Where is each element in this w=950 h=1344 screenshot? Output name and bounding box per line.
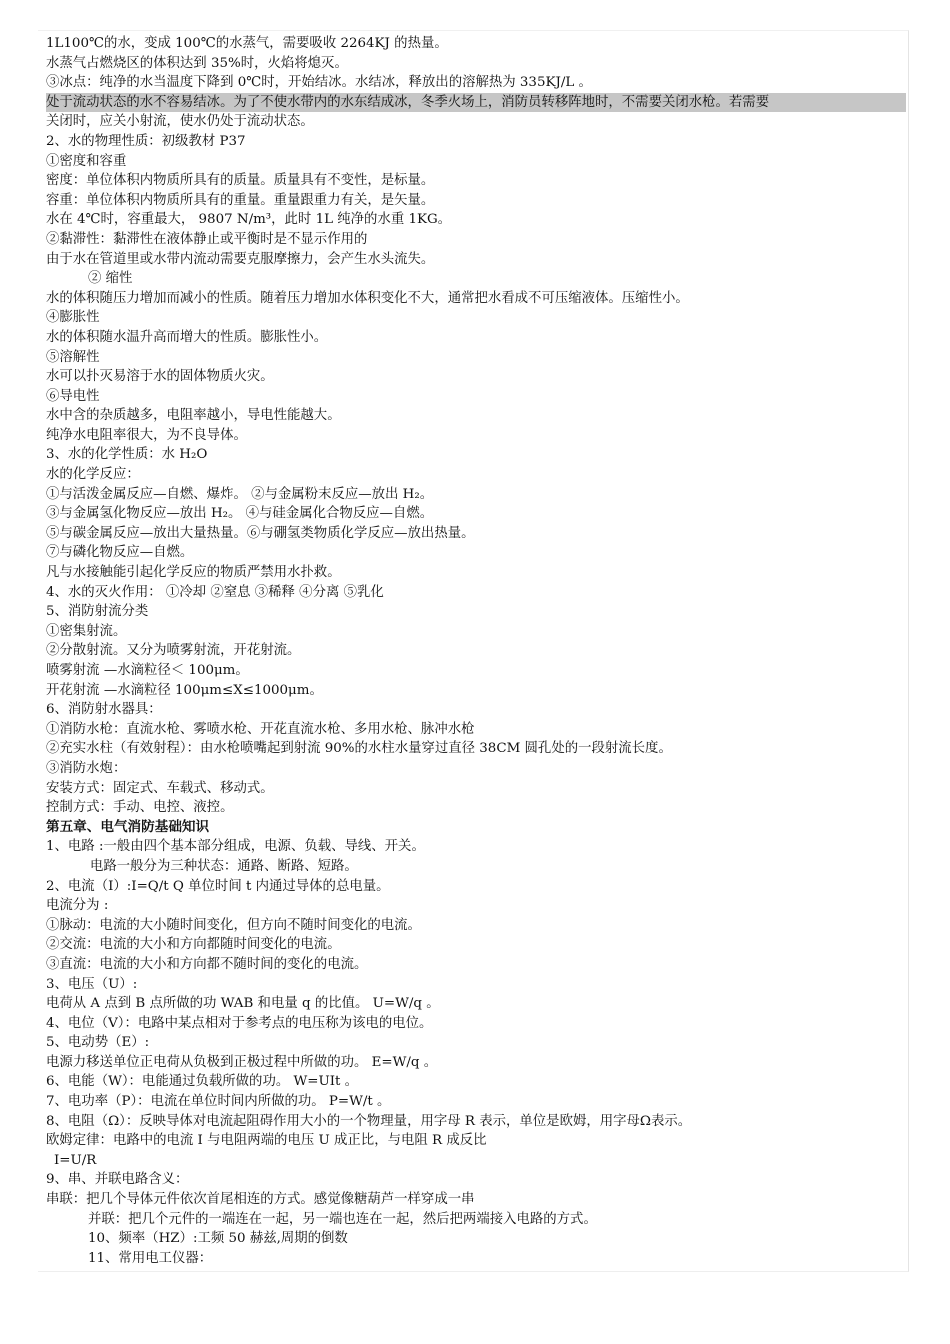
text-line: ③与金属氢化物反应—放出 H₂。 ④与硅金属化合物反应—自燃。 bbox=[46, 506, 434, 522]
text-line: 8、电阻（Ω）：反映导体对电流起阻碍作用大小的一个物理量，用字母 R 表示，单位是欧姆，用字母Ω表示。 bbox=[46, 1113, 692, 1129]
text-line: ②分散射流。又分为喷雾射流，开花射流。 bbox=[46, 643, 301, 659]
text-line: 安装方式：固定式、车载式、移动式。 bbox=[46, 780, 274, 796]
text-line: 4、电位（V）：电路中某点相对于参考点的电压称为该电的电位。 bbox=[46, 1015, 433, 1031]
text-line: 水的体积随水温升高而增大的性质。膨胀性小。 bbox=[46, 329, 328, 345]
text-line: 1、电路 :一般由四个基本部分组成，电源、负载、导线、开关。 bbox=[46, 839, 425, 855]
text-line: 7、电功率（P）：电流在单位时间内所做的功。 P=W/t 。 bbox=[46, 1094, 391, 1110]
text-line: 水的体积随压力增加而减小的性质。随着压力增加水体积变化不大，通常把水看成不可压缩液体。压缩性小。 bbox=[46, 290, 689, 306]
text-line: 水中含的杂质越多，电阻率越小，导电性能越大。 bbox=[46, 408, 341, 424]
text-line: 凡与水接触能引起化学反应的物质严禁用水扑救。 bbox=[46, 565, 341, 581]
text-line: 电荷从 A 点到 B 点所做的功 WAB 和电量 q 的比值。 U=W/q 。 bbox=[46, 996, 440, 1012]
text-line: 并联：把几个元件的一端连在一起，另一端也连在一起，然后把两端接入电路的方式。 bbox=[88, 1211, 597, 1227]
highlighted-line: 处于流动状态的水不容易结冰。为了不使水带内的水东结成冰，冬季火场上，消防员转移阵地时，不需要关闭水枪。若需要 bbox=[46, 93, 906, 113]
text-line: ⑤溶解性 bbox=[46, 349, 100, 365]
text-line: 5、消防射流分类 bbox=[46, 604, 149, 620]
text-line: ⑤与碳金属反应—放出大量热量。⑥与硼氢类物质化学反应—放出热量。 bbox=[46, 525, 475, 541]
text-line: ②充实水柱（有效射程）：由水枪喷嘴起到射流 90%的水柱水量穿过直径 38CM 圆孔处的一段射流长度。 bbox=[46, 741, 672, 757]
text-line: 3、电压（U）: bbox=[46, 976, 138, 992]
text-line: 电流分为 : bbox=[46, 898, 109, 914]
text-line: ② 缩性 bbox=[88, 271, 133, 287]
text-line: 10、频率（HZ）:工频 50 赫兹,周期的倒数 bbox=[88, 1231, 348, 1247]
text-line: I=U/R bbox=[54, 1152, 97, 1168]
text-line: ③直流：电流的大小和方向都不随时间的变化的电流。 bbox=[46, 956, 368, 972]
text-line: 水的化学反应： bbox=[46, 467, 140, 483]
text-line: 由于水在管道里或水带内流动需要克服摩擦力，会产生水头流失。 bbox=[46, 251, 435, 267]
text-line: 3、水的化学性质：水 H₂O bbox=[46, 447, 208, 463]
text-line: 开花射流 —水滴粒径 100μm≤X≤1000μm。 bbox=[46, 682, 323, 698]
document-body bbox=[46, 34, 906, 1268]
text-line: ②黏滞性：黏滞性在液体静止或平衡时是不显示作用的 bbox=[46, 231, 368, 247]
text-line: 水可以扑灭易溶于水的固体物质火灾。 bbox=[46, 369, 274, 385]
text-line: ①密集射流。 bbox=[46, 623, 127, 639]
text-line: ①脉动：电流的大小随时间变化，但方向不随时间变化的电流。 bbox=[46, 917, 421, 933]
text-line: 2、电流（I）:I=Q/t Q 单位时间 t 内通过导体的总电量。 bbox=[46, 878, 390, 894]
text-line: 容重：单位体积内物质所具有的重量。重量跟重力有关，是矢量。 bbox=[46, 192, 435, 208]
text-line: ①密度和容重 bbox=[46, 153, 127, 169]
text-line: 5、电动势（E）: bbox=[46, 1035, 150, 1051]
chapter-heading: 第五章、电气消防基础知识 bbox=[46, 818, 210, 835]
text-line: 6、消防射水器具： bbox=[46, 702, 162, 718]
text-line: 喷雾射流 —水滴粒径＜ 100μm。 bbox=[46, 663, 249, 678]
text-line: ③消防水炮： bbox=[46, 760, 127, 776]
text-line: 串联：把几个导体元件依次首尾相连的方式。感觉像糖葫芦一样穿成一串 bbox=[46, 1192, 475, 1208]
text-line: ⑥导电性 bbox=[46, 388, 100, 404]
text-line: 欧姆定律：电路中的电流 I 与电阻两端的电压 U 成正比，与电阻 R 成反比 bbox=[46, 1133, 487, 1149]
text-line: ①消防水枪：直流水枪、雾喷水枪、开花直流水枪、多用水枪、脉冲水枪 bbox=[46, 721, 475, 737]
text-line: 1L100℃的水，变成 100℃的水蒸气，需要吸收 2264KJ 的热量。 bbox=[46, 36, 448, 51]
text-line: ⑦与磷化物反应—自燃。 bbox=[46, 545, 194, 561]
text-line: ④膨胀性 bbox=[46, 310, 100, 326]
text-line: 纯净水电阻率很大，为不良导体。 bbox=[46, 427, 247, 443]
text-line: 水蒸气占燃烧区的体积达到 35%时，火焰将熄灭。 bbox=[46, 55, 348, 71]
text-line: 密度：单位体积内物质所具有的质量。质量具有不变性，是标量。 bbox=[46, 173, 435, 189]
text-line: ③冰点：纯净的水当温度下降到 0℃时，开始结冰。水结冰，释放出的溶解热为 335KJ/L 。 bbox=[46, 75, 592, 91]
text-line: 2、水的物理性质：初级教材 P37 bbox=[46, 133, 246, 149]
text-line: 11、常用电工仪器： bbox=[88, 1250, 213, 1266]
text-line: 控制方式：手动、电控、液控。 bbox=[46, 800, 234, 816]
text-line: ②交流：电流的大小和方向都随时间变化的电流。 bbox=[46, 937, 341, 953]
text-line: 4、水的灭火作用： ①冷却 ②窒息 ③稀释 ④分离 ⑤乳化 bbox=[46, 584, 384, 600]
text-line: 6、电能（W）：电能通过负载所做的功。 W=UIt 。 bbox=[46, 1074, 359, 1090]
text-line: 电路一般分为三种状态：通路、断路、短路。 bbox=[90, 858, 358, 874]
text-line: ①与活泼金属反应—自燃、爆炸。 ②与金属粉末反应—放出 H₂。 bbox=[46, 486, 434, 502]
text-line: 电源力移送单位正电荷从负极到正极过程中所做的功。 E=W/q 。 bbox=[46, 1054, 438, 1070]
text-line: 关闭时，应关小射流，使水仍处于流动状态。 bbox=[46, 114, 314, 130]
text-line: 9、串、并联电路含义： bbox=[46, 1172, 189, 1188]
text-line: 水在 4℃时，容重最大， 9807 N/m³，此时 1L 纯净的水重 1KG。 bbox=[46, 212, 452, 228]
